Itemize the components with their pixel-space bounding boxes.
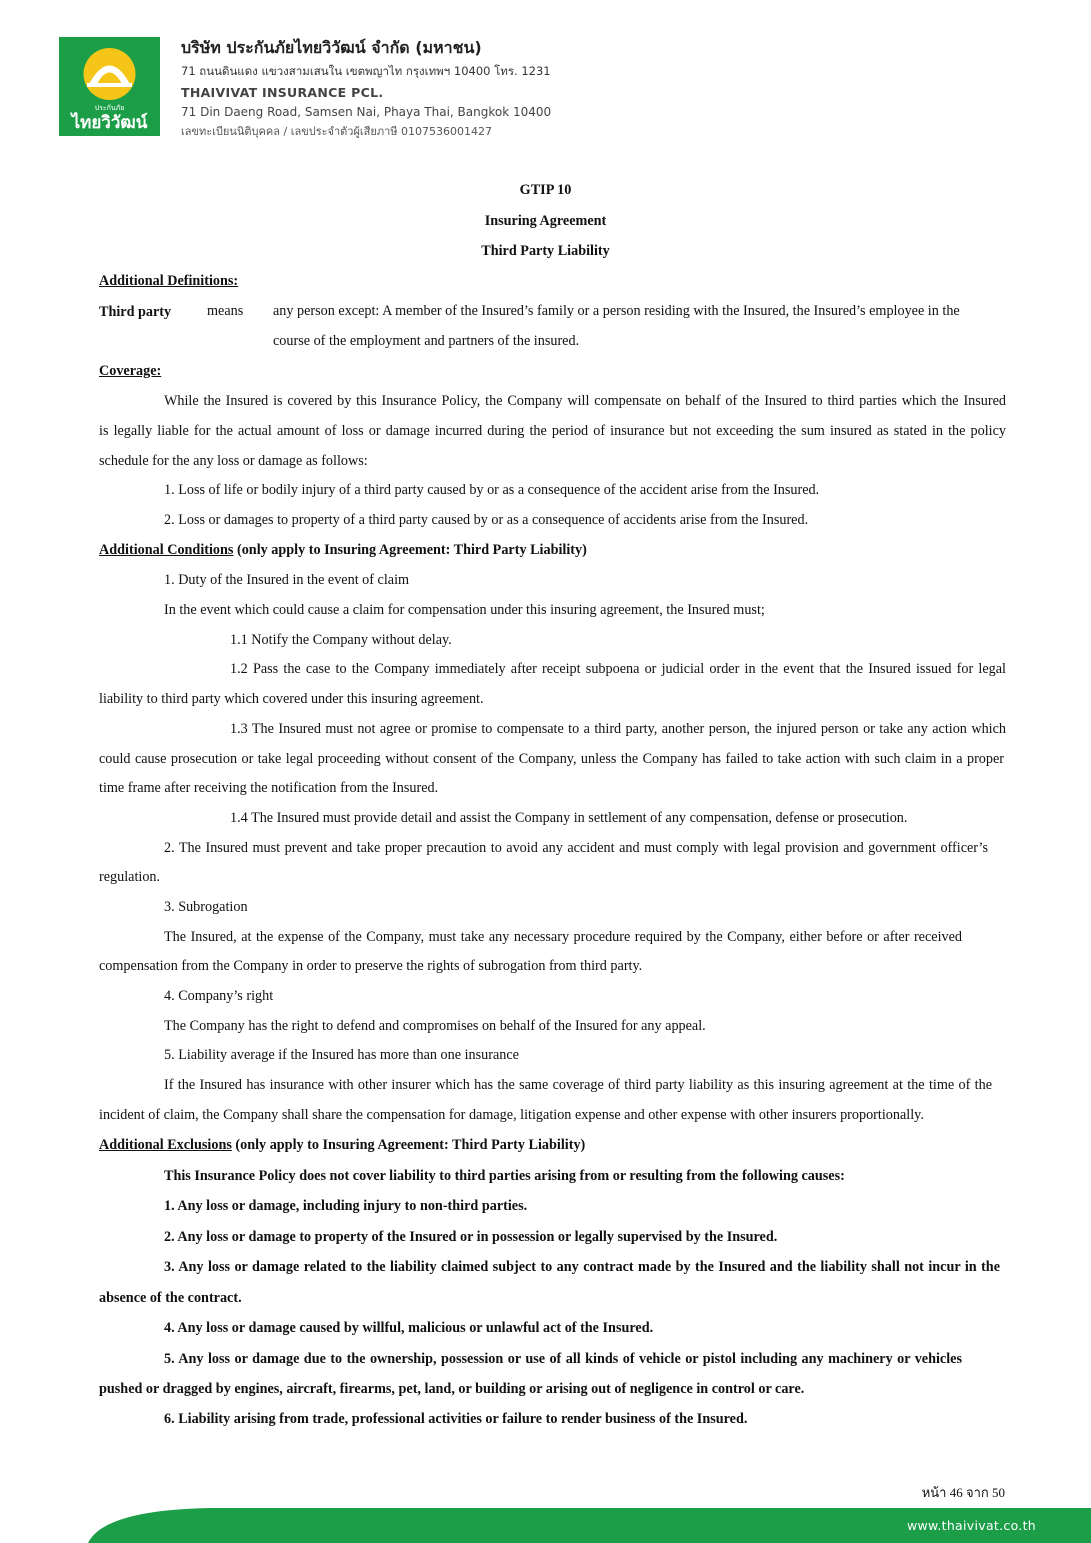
coverage-paragraph: is legally liable for the actual amount of loss or damage incurred during the period of insurance but not exceeding the sum insured as stated in the policy [99, 423, 1006, 439]
condition-item: 5. Liability average if the Insured has more than one insurance [164, 1047, 519, 1063]
condition-text: In the event which could cause a claim for compensation under this insuring agreement, the Insured must; [164, 602, 765, 618]
definition-term: Third party [99, 304, 172, 320]
exclusions-intro: This Insurance Policy does not cover liability to third parties arising from or resulting from the following causes: [164, 1168, 845, 1184]
company-name-en: THAIVIVAT INSURANCE PCL. [181, 85, 384, 100]
logo-brand-text: ไทยวิวัฒน์ [71, 113, 148, 133]
condition-text: The Insured, at the expense of the Company, must take any necessary procedure required by the Company, either before or after received [164, 929, 962, 945]
company-logo [59, 37, 160, 136]
definition-text: course of the employment and partners of the insured. [273, 333, 580, 349]
condition-item: 3. Subrogation [164, 899, 248, 915]
condition-subitem: time frame after receiving the notification from the Insured. [99, 780, 439, 796]
company-info [181, 37, 661, 142]
condition-subitem: 1.2 Pass the case to the Company immediately after receipt subpoena or judicial order in the event that the Insured issued for legal [230, 661, 1006, 677]
exclusion-item: pushed or dragged by engines, aircraft, firearms, pet, land, or building or arising out of negligence in control or care. [99, 1381, 805, 1397]
definitions-heading: Additional Definitions: [99, 273, 239, 289]
page-number: หน้า 46 จาก 50 [921, 1485, 1005, 1500]
conditions-heading [99, 541, 587, 559]
condition-text: If the Insured has insurance with other insurer which has the same coverage of third party liability as this insuring agreement at the time of the [164, 1077, 992, 1093]
definition-means: means [207, 303, 244, 319]
exclusions-heading-note: (only apply to Insuring Agreement: Third Party Liability) [231, 1137, 586, 1153]
coverage-paragraph: While the Insured is covered by this Insurance Policy, the Company will compensate on behalf of the Insured to third parties which the Insured [164, 393, 1006, 409]
exclusion-item: absence of the contract. [99, 1290, 242, 1306]
doc-subtitle: Third Party Liability [481, 243, 610, 259]
condition-subitem: could cause prosecution or take legal proceeding without consent of the Company, unless the Company has failed to take action with such claim in a proper [99, 751, 1004, 767]
coverage-paragraph: schedule for the any loss or damage as follows: [99, 453, 368, 469]
company-name-th: บริษัท ประกันภัยไทยวิวัฒน์ จำกัด (มหาชน) [181, 38, 482, 57]
coverage-item: 1. Loss of life or bodily injury of a third party caused by or as a consequence of the accident arise from the Insured. [164, 482, 820, 498]
conditions-heading-note: (only apply to Insuring Agreement: Third Party Liability) [233, 542, 587, 558]
exclusion-item: 3. Any loss or damage related to the liability claimed subject to any contract made by the Insured and the liability shall not incur in the [164, 1259, 1000, 1275]
company-registration: เลขทะเบียนนิติบุคคล / เลขประจำตัวผู้เสียภาษี 0107536001427 [181, 125, 492, 138]
condition-text: compensation from the Company in order to preserve the rights of subrogation from third party. [99, 958, 643, 974]
company-address-en: 71 Din Daeng Road, Samsen Nai, Phaya Thai, Bangkok 10400 [181, 105, 552, 119]
condition-text: incident of claim, the Company shall share the compensation for damage, litigation expense and other expense with other insurers proportionally. [99, 1107, 924, 1123]
doc-title-code: GTIP 10 [519, 182, 572, 198]
coverage-item: 2. Loss or damages to property of a third party caused by or as a consequence of accidents arise from the Insured. [164, 512, 809, 528]
definition-text: any person except: A member of the Insured’s family or a person residing with the Insured, the Insured’s employee in the [273, 303, 960, 319]
company-address-th: 71 ถนนดินแดง แขวงสามเสนใน เขตพญาไท กรุงเทพฯ 10400 โทร. 1231 [181, 64, 551, 78]
exclusion-item: 2. Any loss or damage to property of the Insured or in possession or legally supervised by the Insured. [164, 1229, 778, 1245]
logo-small-text: ประกันภัย [94, 104, 125, 112]
condition-subitem: 1.3 The Insured must not agree or promise to compensate to a third party, another person, the injured person or take any action which [230, 721, 1006, 737]
condition-item: 2. The Insured must prevent and take proper precaution to avoid any accident and must comply with legal provision and government officer’s [164, 840, 988, 856]
conditions-heading-title: Additional Conditions [99, 542, 234, 558]
exclusions-heading-title: Additional Exclusions [99, 1137, 232, 1153]
exclusion-item: 6. Liability arising from trade, professional activities or failure to render business of the Insured. [164, 1411, 748, 1427]
exclusion-item: 4. Any loss or damage caused by willful, malicious or unlawful act of the Insured. [164, 1320, 654, 1336]
condition-text: The Company has the right to defend and compromises on behalf of the Insured for any appeal. [164, 1018, 706, 1034]
condition-item: 4. Company’s right [164, 988, 274, 1004]
condition-subitem: 1.4 The Insured must provide detail and assist the Company in settlement of any compensation, defense or prosecution. [230, 810, 908, 826]
condition-subitem: liability to third party which covered under this insuring agreement. [99, 691, 484, 707]
exclusion-item: 5. Any loss or damage due to the ownership, possession or use of all kinds of vehicle or pistol including any machinery or vehicles [164, 1351, 962, 1367]
condition-item: 1. Duty of the Insured in the event of claim [164, 572, 410, 588]
exclusion-item: 1. Any loss or damage, including injury to non-third parties. [164, 1198, 528, 1214]
exclusions-heading [99, 1136, 585, 1154]
doc-title: Insuring Agreement [484, 213, 607, 229]
condition-subitem: 1.1 Notify the Company without delay. [230, 632, 452, 648]
footer-website-link[interactable]: www.thaivivat.co.th [906, 1518, 1036, 1533]
coverage-heading: Coverage: [99, 363, 162, 379]
condition-item: regulation. [99, 869, 161, 885]
